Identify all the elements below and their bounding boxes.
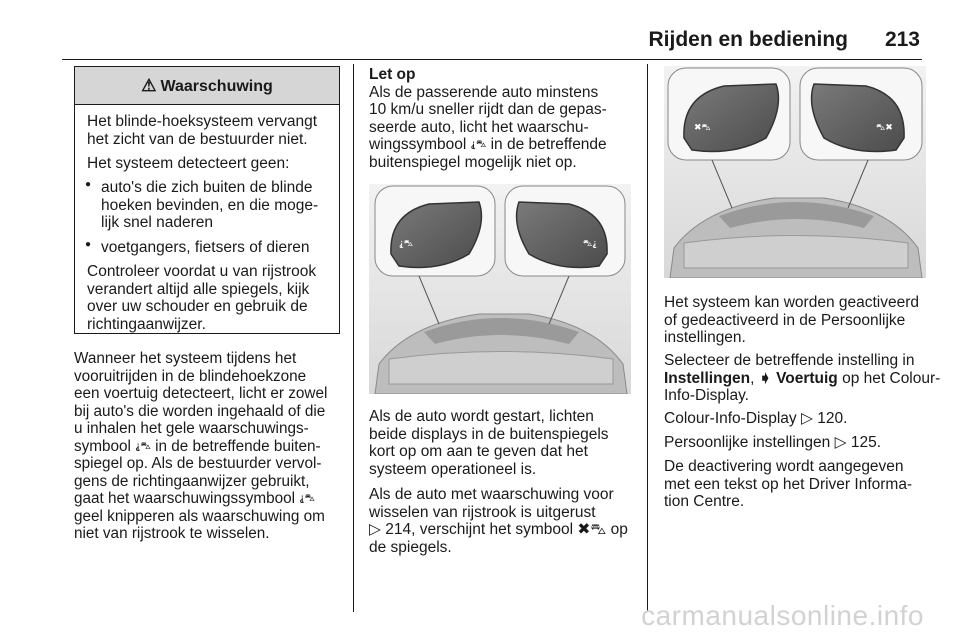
body-paragraph [664, 294, 919, 347]
text-line: over uw schouder en gebruik de [87, 298, 308, 315]
menu-arrow-icon: ➧ [758, 369, 772, 387]
text-fragment: op [610, 521, 628, 538]
body-paragraph [369, 408, 609, 478]
mirror-illustration-svg [664, 66, 926, 278]
text-line: met een tekst op het Driver Informa- [664, 475, 913, 493]
column-divider [647, 64, 648, 612]
text-line: Selecteer de betreffende instelling in [664, 352, 915, 369]
text-line: Het systeem kan worden geactiveerd [664, 294, 920, 311]
text-line: of gedeactiveerd in de Persoonlijke [664, 311, 906, 329]
svg-text:✖⛍: ✖⛍ [694, 123, 711, 133]
bullet-dot: ● [85, 179, 92, 190]
text-line: spiegel op. Als de bestuurder vervol- [74, 455, 322, 472]
side-blind-zone-icon: ⸘⛍ [135, 440, 151, 452]
svg-text:⸘⛍: ⸘⛍ [399, 239, 414, 249]
warning-heading [75, 67, 339, 105]
text-fragment: Colour-Info-Display [664, 410, 797, 427]
watermark: carmanualsonline.info [641, 600, 924, 631]
text-line: wisselen van rijstrook is uitgerust [369, 503, 596, 521]
text-line: Controleer voordat u van rijstrook [87, 263, 317, 280]
warning-paragraph [87, 155, 289, 173]
text-line: Als de auto wordt gestart, lichten [369, 408, 594, 425]
text-line: auto's die zich buiten de blinde [101, 179, 313, 196]
body-paragraph [369, 486, 628, 556]
page-number: 213 [884, 28, 920, 51]
text-fragment: wingssymbool [369, 136, 467, 153]
side-blind-zone-icon: ⸘⛍ [470, 139, 487, 150]
text-line: gens de richtingaanwijzer gebruikt, [74, 472, 310, 490]
body-paragraph [664, 352, 940, 405]
text-line: instellingen. [664, 329, 746, 346]
text-line: geel knipperen als waarschuwing om [74, 507, 325, 525]
text-fragment: 120. [817, 410, 848, 427]
text-line: Instellingen, ➧ Voertuig op het Colour- [664, 369, 941, 387]
text-fragment: Persoonlijke instellingen [664, 434, 831, 451]
mirror-illustration-left [369, 184, 631, 394]
page-reference-arrow-icon: ▷ [800, 410, 813, 427]
text-line [74, 438, 327, 456]
text-fragment: 125. [850, 434, 882, 451]
text-fragment: symbool [74, 437, 131, 455]
text-line [664, 410, 847, 428]
text-line: vooruitrijden in de blindehoekzone [74, 367, 307, 385]
warning-paragraph [87, 263, 316, 333]
text-line: bij auto's die worden ingehaald of die [74, 402, 326, 420]
text-line: De deactivering wordt aangegeven [664, 458, 904, 475]
warning-box [74, 66, 340, 334]
text-fragment: in de betreffende buiten- [155, 437, 321, 455]
note-block [369, 66, 607, 171]
header-rule [62, 59, 922, 60]
warning-bullet [101, 179, 318, 232]
text-line: Wanneer het systeem tijdens het [74, 350, 297, 367]
text-line: de spiegels. [369, 538, 452, 556]
warning-heading-text: Waarschuwing [160, 78, 273, 95]
text-line [369, 136, 607, 154]
note-title: Let op [369, 66, 416, 83]
text-line: seerde auto, licht het waarschu- [369, 118, 589, 136]
text-fragment: op het Colour- [842, 369, 941, 387]
text-line: verandert altijd alle spiegels, kijk [87, 280, 310, 298]
text-line: hoeken bevinden, en die moge- [101, 196, 319, 214]
mirror-illustration-right [664, 66, 926, 278]
text-line: buitenspiegel mogelijk niet op. [369, 153, 577, 171]
menu-path-voertuig: Voertuig [776, 369, 838, 387]
text-line [664, 434, 881, 452]
cross-reference [664, 410, 847, 428]
text-line: Als de auto met waarschuwing voor [369, 486, 614, 503]
warning-bullet [101, 239, 310, 257]
text-line [74, 490, 327, 508]
lane-change-warning-icon: ✖⛍ [577, 521, 607, 538]
text-line: Het systeem detecteert geen: [87, 155, 290, 172]
page-reference-arrow-icon: ▷ [369, 521, 381, 538]
cross-reference [664, 434, 881, 452]
text-line: richtingaanwijzer. [87, 315, 206, 333]
text-line: het zicht van de bestuurder niet. [87, 130, 308, 148]
column-divider [353, 64, 354, 612]
side-blind-zone-icon: ⸘⛍ [299, 493, 315, 504]
text-line: Het blinde-hoeksysteem vervangt [87, 113, 318, 130]
text-line: lijk snel naderen [101, 214, 214, 231]
text-line: een voertuig detecteert, licht er zowel [74, 385, 328, 402]
svg-text:⛍⸘: ⛍⸘ [583, 239, 598, 249]
text-line: kort op om aan te geven dat het [369, 443, 588, 460]
svg-text:⛍✖: ⛍✖ [876, 123, 893, 133]
warning-triangle-icon: ⚠ [141, 76, 157, 95]
text-line [369, 521, 628, 539]
body-paragraph [664, 458, 912, 511]
menu-path-instellingen: Instellingen [664, 369, 751, 387]
bullet-dot: ● [85, 239, 92, 250]
text-line: voetgangers, fietsers of dieren [101, 239, 310, 256]
warning-paragraph [87, 113, 317, 148]
text-line: 10 km/u sneller rijdt dan de gepas- [369, 101, 607, 118]
text-line: Info-Display. [664, 387, 749, 404]
text-line: Als de passerende auto minstens [369, 83, 599, 101]
body-paragraph [74, 350, 327, 543]
text-fragment: gaat het waarschuwingssymbool [74, 490, 296, 507]
text-line: niet van rijstrook te wisselen. [74, 525, 270, 542]
text-line: systeem operationeel is. [369, 460, 537, 478]
section-title: Rijden en bediening [648, 28, 848, 51]
text-line: beide displays in de buitenspiegels [369, 425, 609, 443]
mirror-illustration-svg [369, 184, 631, 394]
text-line: tion Centre. [664, 493, 745, 510]
page-reference-arrow-icon: ▷ [834, 434, 847, 451]
text-fragment: in de betreffende [490, 136, 607, 153]
text-fragment: 214, verschijnt het symbool [385, 521, 574, 538]
text-line: u inhalen het gele waarschuwings- [74, 420, 309, 437]
